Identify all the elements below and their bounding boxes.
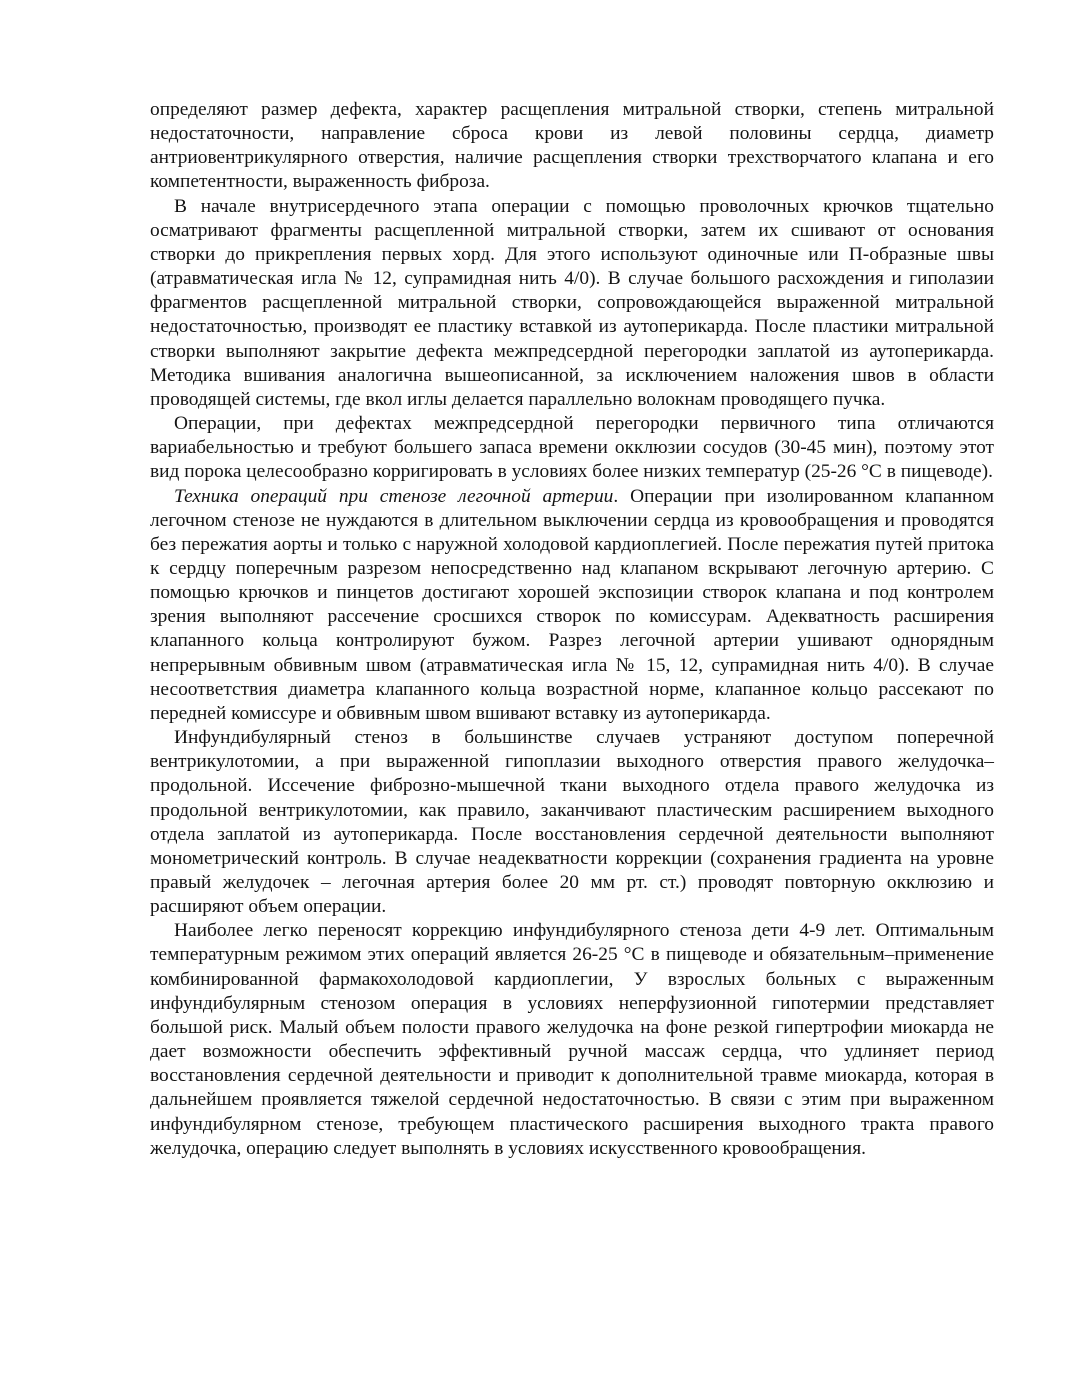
paragraph: В начале внутрисердечного этапа операции с помощью проволочных крючков тщательно осматривают фрагменты расщепленной митральной створки, затем их сшивают от основания створки до прикрепления первых хорд. Для этого используют одиночные или П-образные швы (атравматическая игла № 12, супрамидная нить 4/0). В случае большого расхождения и гиполазии фрагментов расщепленной митральной створки, сопровождающейся выраженной митральной недостаточностью, производят ее пластику вставкой из аутоперикарда. После пластики митральной створки выполняют закрытие дефекта межпредсердной перегородки заплатой из аутоперикарда. Методика вшивания аналогична вышеописанной, за исключением наложения швов в области проводящей системы, где вкол иглы делается параллельно волокнам проводящего пучка. (150, 195, 994, 410)
paragraph: Операции, при дефектах межпредсердной перегородки первичного типа отличаются вариабельностью и требуют большего запаса времени окклюзии сосудов (30-45 мин), поэтому этот вид порока целесообразно корригировать в условиях более низких температур (25-26 °С в пищеводе). (150, 413, 994, 483)
italic-section-heading: Техника операций при стенозе легочной артерии (174, 485, 614, 507)
document-page (150, 98, 994, 1161)
paragraph (150, 485, 994, 727)
paragraph-body: . Операции при изолированном клапанном легочном стенозе не нуждаются в длительном выключении сердца из кровообращения и проводятся без пережатия аорты и только с наружной холодовой кардиоплегией. После пережатия путей притока к сердцу поперечным разрезом непосредственно над клапаном вскрывают легочную артерию. С помощью крючков и пинцетов достигают хорошей экспозиции створок клапана и под контролем зрения выполняют рассечение сросшихся створок по комиссурам. Адекватность расширения клапанного кольца контролируют бужом. Разрез легочной артерии ушивают однорядным непрерывным обвивным швом (атравматическая игла № 15, 12, супрамидная нить 4/0). В случае несоответствия диаметра клапанного кольца возрастной норме, клапанное кольцо рассекают по передней комиссуре и обвивным швом вшивают вставку из аутоперикарда. (150, 485, 994, 724)
paragraph: определяют размер дефекта, характер расщепления митральной створки, степень митральной недостаточности, направление сброса крови из левой половины сердца, диаметр антриовентрикулярного отверстия, наличие расщепления створки трехстворчатого клапана и его компетентности, выраженность фиброза. (150, 99, 994, 193)
paragraph: Наиболее легко переносят коррекцию инфундибулярного стеноза дети 4-9 лет. Оптимальным температурным режимом этих операций является 26-25 °С в пищеводе и обязательным–применение комбинированной фармакохолодовой кардиоплегии, У взрослых больных с выраженным инфундибулярным стенозом операция в условиях неперфузионной гипотермии представляет большой риск. Малый объем полости правого желудочка на фоне резкой гипертрофии миокарда не дает возможности обеспечить эффективный ручной массаж сердца, что удлиняет период восстановления сердечной деятельности и приводит к дополнительной травме миокарда, которая в дальнейшем проявляется тяжелой сердечной недостаточностью. В связи с этим при выраженном инфундибулярном стенозе, требующем пластического расширения выходного тракта правого желудочка, операцию следует выполнять в условиях искусственного кровообращения. (150, 920, 994, 1159)
paragraph: Инфундибулярный стеноз в большинстве случаев устраняют доступом поперечной вентрикулотомии, а при выраженной гипоплазии выходного отверстия правого желудочка–продольной. Иссечение фиброзно-мышечной ткани выходного отдела правого желудочка из продольной вентрикулотомии, как правило, заканчивают пластическим расширением выходного отдела заплатой из аутоперикарда. После восстановления сердечной деятельности выполняют монометрический контроль. В случае неадекватности коррекции (сохранения градиента на уровне правый желудочек – легочная артерия более 20 мм рт. ст.) проводят повторную окклюзию и расширяют объем операции. (150, 727, 994, 918)
